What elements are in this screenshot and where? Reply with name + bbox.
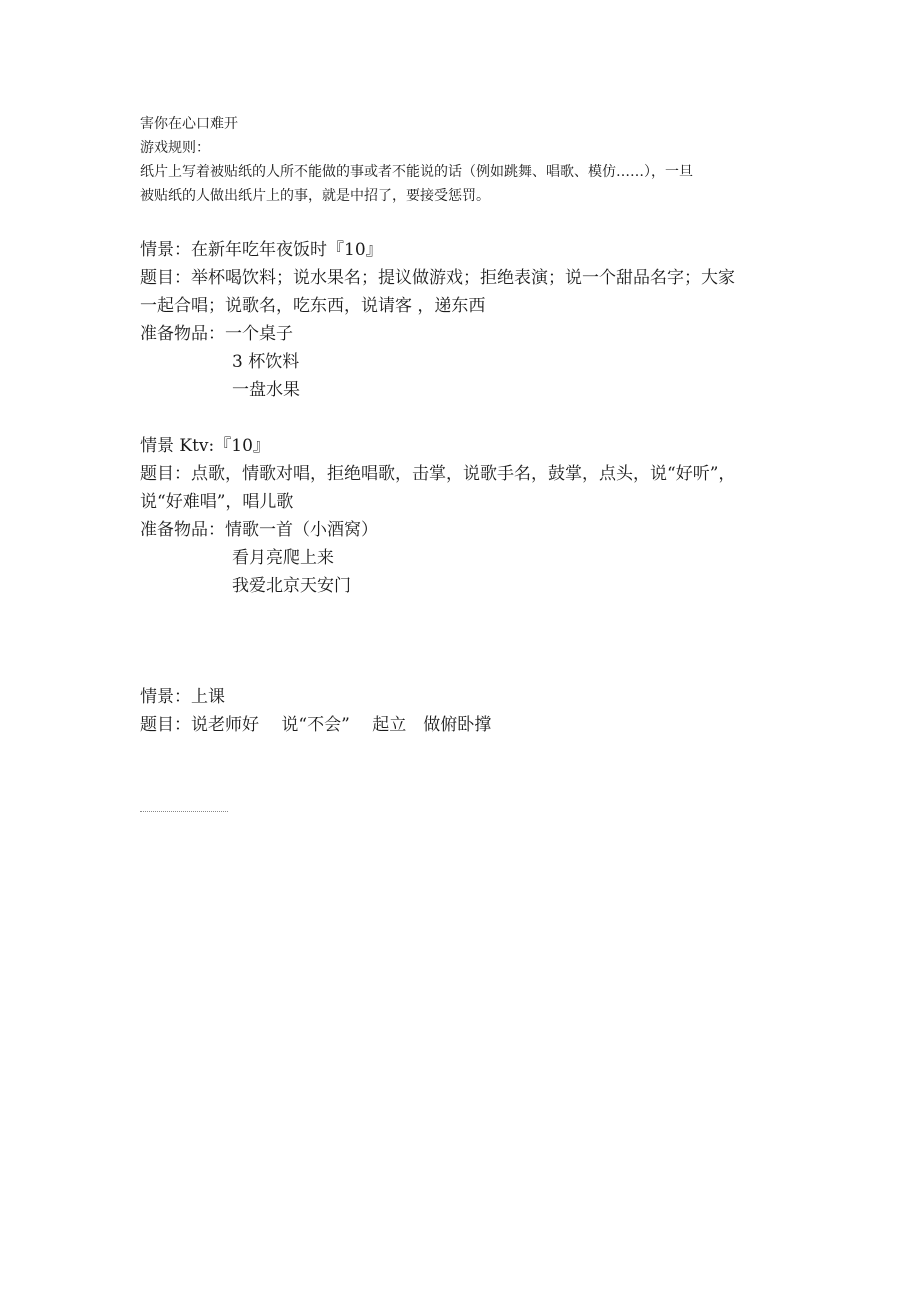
scene2-title: 情景 Ktv:『10』 <box>140 436 270 456</box>
scene3-topics: 题目：说老师好 说“不会” 起立 做俯卧撑 <box>140 715 492 735</box>
scene1-prop-item: 一盘水果 <box>232 380 300 400</box>
scene1-prop-item: 3 杯饮料 <box>232 352 300 372</box>
rules-line-2: 被贴纸的人做出纸片上的事，就是中招了，要接受惩罚。 <box>140 188 490 204</box>
game-title: 害你在心口难开 <box>140 116 238 132</box>
scene2-topics-line-2: 说“好难唱”，唱儿歌 <box>140 492 294 512</box>
scene2-topics-line-1: 题目：点歌，情歌对唱，拒绝唱歌，击掌，说歌手名，鼓掌，点头，说“好听”， <box>140 464 736 484</box>
rules-label: 游戏规则： <box>140 140 210 156</box>
scene2-prop-item: 看月亮爬上来 <box>232 548 334 568</box>
footer-divider <box>140 811 228 812</box>
scene1-topics-line-1: 题目：举杯喝饮料；说水果名；提议做游戏；拒绝表演；说一个甜品名字；大家 <box>140 268 735 288</box>
scene2-props-label: 准备物品：情歌一首（小酒窝） <box>140 520 378 540</box>
scene2-prop-item: 我爱北京天安门 <box>232 576 351 596</box>
scene1-topics-line-2: 一起合唱；说歌名，吃东西，说请客 ，递东西 <box>140 296 486 316</box>
scene1-props-label: 准备物品：一个桌子 <box>140 324 293 344</box>
scene3-title: 情景：上课 <box>140 687 225 707</box>
scene1-title: 情景：在新年吃年夜饭时『10』 <box>140 240 383 260</box>
rules-line-1: 纸片上写着被贴纸的人所不能做的事或者不能说的话（例如跳舞、唱歌、模仿……），一旦 <box>140 164 693 180</box>
